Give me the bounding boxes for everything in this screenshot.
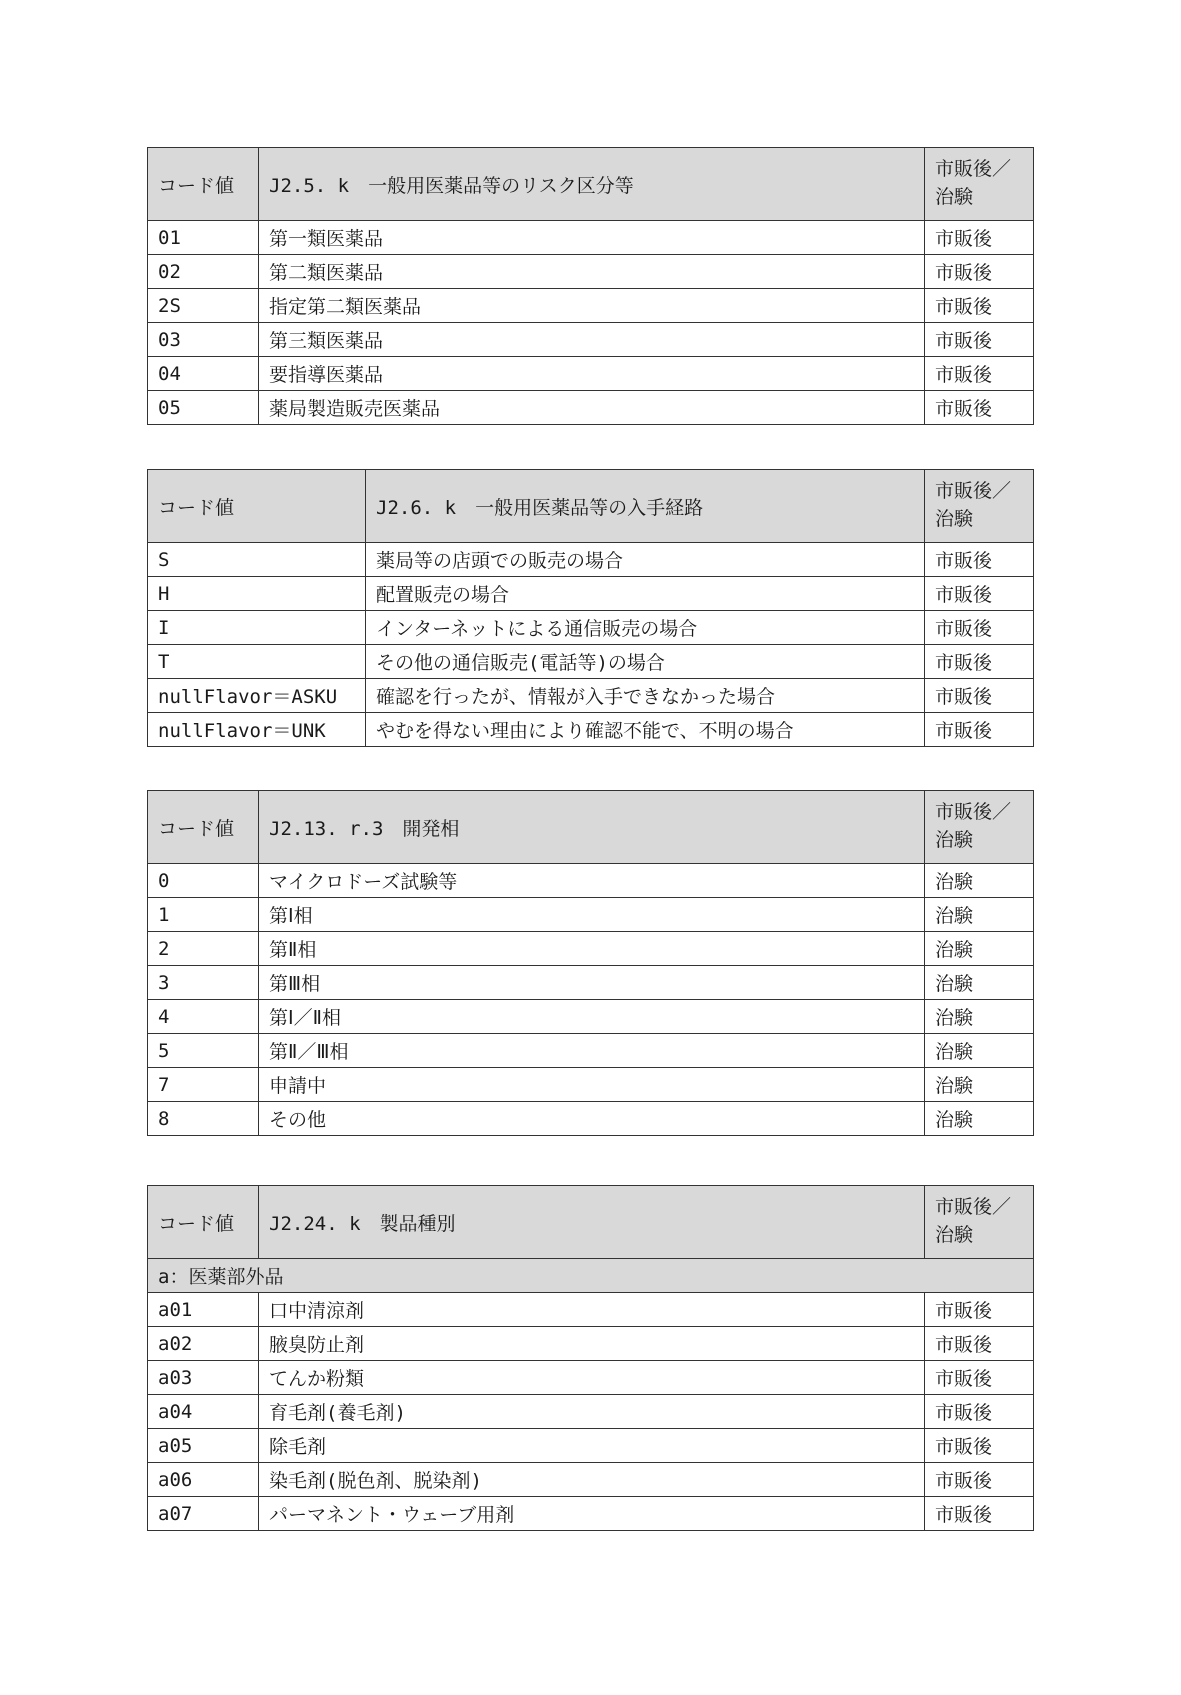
table-row [148, 611, 1034, 645]
label-cell: マイクロドーズ試験等 [259, 864, 925, 898]
table-body [148, 791, 1034, 1136]
acquisition-route-table [147, 469, 1034, 747]
code-cell: 2 [148, 932, 259, 966]
table-body [148, 470, 1034, 747]
table-row [148, 1000, 1034, 1034]
code-cell: a04 [148, 1395, 259, 1429]
code-cell: 04 [148, 357, 259, 391]
table-header-row [148, 1186, 1034, 1259]
type-cell: 治験 [925, 1034, 1034, 1068]
type-cell: 市販後 [925, 1293, 1034, 1327]
label-cell: 腋臭防止剤 [259, 1327, 925, 1361]
table-row [148, 1068, 1034, 1102]
label-cell: その他 [259, 1102, 925, 1136]
type-cell: 市販後 [925, 1361, 1034, 1395]
code-cell: a07 [148, 1497, 259, 1531]
table-row [148, 221, 1034, 255]
type-cell: 治験 [925, 932, 1034, 966]
label-cell: その他の通信販売(電話等)の場合 [366, 645, 925, 679]
table-row [148, 1327, 1034, 1361]
label-cell: 第Ⅰ／Ⅱ相 [259, 1000, 925, 1034]
code-cell: 01 [148, 221, 259, 255]
table-header-row [148, 470, 1034, 543]
label-cell: 第Ⅱ相 [259, 932, 925, 966]
table-row [148, 1429, 1034, 1463]
type-cell: 市販後 [925, 577, 1034, 611]
table-header-row [148, 791, 1034, 864]
table-row [148, 713, 1034, 747]
risk-category-table [147, 147, 1034, 425]
label-cell: 第二類医薬品 [259, 255, 925, 289]
table-row [148, 1102, 1034, 1136]
table-row [148, 679, 1034, 713]
table-header-row [148, 148, 1034, 221]
code-column-header: コード値 [148, 1186, 259, 1259]
code-cell: H [148, 577, 366, 611]
label-cell: 申請中 [259, 1068, 925, 1102]
group-label: a：医薬部外品 [148, 1259, 1034, 1293]
code-cell: a06 [148, 1463, 259, 1497]
label-cell: 指定第二類医薬品 [259, 289, 925, 323]
type-cell: 市販後 [925, 679, 1034, 713]
type-cell: 市販後 [925, 221, 1034, 255]
label-cell: 薬局製造販売医薬品 [259, 391, 925, 425]
code-column-header: コード値 [148, 148, 259, 221]
table-row [148, 1497, 1034, 1531]
code-cell: a03 [148, 1361, 259, 1395]
label-cell: 第Ⅱ／Ⅲ相 [259, 1034, 925, 1068]
type-cell: 治験 [925, 864, 1034, 898]
type-cell: 市販後 [925, 1327, 1034, 1361]
label-cell: 要指導医薬品 [259, 357, 925, 391]
label-cell: 第Ⅲ相 [259, 966, 925, 1000]
type-cell: 治験 [925, 966, 1034, 1000]
code-cell: a01 [148, 1293, 259, 1327]
code-cell: 2S [148, 289, 259, 323]
item-column-header: J2.6. k 一般用医薬品等の入手経路 [366, 470, 925, 543]
type-cell: 市販後 [925, 543, 1034, 577]
type-column-header: 市販後／治験 [925, 148, 1034, 221]
type-cell: 治験 [925, 898, 1034, 932]
type-column-header: 市販後／治験 [925, 791, 1034, 864]
code-cell: a02 [148, 1327, 259, 1361]
table-row [148, 255, 1034, 289]
table-row [148, 864, 1034, 898]
code-cell: 0 [148, 864, 259, 898]
table-body [148, 148, 1034, 425]
table-row [148, 323, 1034, 357]
code-column-header: コード値 [148, 791, 259, 864]
type-cell: 市販後 [925, 713, 1034, 747]
code-cell: a05 [148, 1429, 259, 1463]
label-cell: パーマネント・ウェーブ用剤 [259, 1497, 925, 1531]
label-cell: 配置販売の場合 [366, 577, 925, 611]
product-type-table [147, 1185, 1034, 1531]
type-cell: 市販後 [925, 1497, 1034, 1531]
type-cell: 市販後 [925, 255, 1034, 289]
table-row [148, 898, 1034, 932]
type-cell: 市販後 [925, 1429, 1034, 1463]
group-header-row [148, 1259, 1034, 1293]
item-column-header: J2.5. k 一般用医薬品等のリスク区分等 [259, 148, 925, 221]
label-cell: インターネットによる通信販売の場合 [366, 611, 925, 645]
table-row [148, 543, 1034, 577]
item-column-header: J2.24. k 製品種別 [259, 1186, 925, 1259]
type-column-header: 市販後／治験 [925, 1186, 1034, 1259]
table-row [148, 645, 1034, 679]
label-cell: 第三類医薬品 [259, 323, 925, 357]
type-cell: 市販後 [925, 323, 1034, 357]
type-cell: 市販後 [925, 357, 1034, 391]
label-cell: 薬局等の店頭での販売の場合 [366, 543, 925, 577]
label-cell: てんか粉類 [259, 1361, 925, 1395]
type-cell: 市販後 [925, 645, 1034, 679]
table-body [148, 1186, 1034, 1531]
label-cell: やむを得ない理由により確認不能で、不明の場合 [366, 713, 925, 747]
code-cell: I [148, 611, 366, 645]
table-row [148, 289, 1034, 323]
code-cell: 8 [148, 1102, 259, 1136]
label-cell: 口中清涼剤 [259, 1293, 925, 1327]
table-row [148, 577, 1034, 611]
type-cell: 市販後 [925, 1395, 1034, 1429]
code-cell: 05 [148, 391, 259, 425]
label-cell: 第Ⅰ相 [259, 898, 925, 932]
development-phase-table [147, 790, 1034, 1136]
code-cell: nullFlavor＝UNK [148, 713, 366, 747]
label-cell: 染毛剤(脱色剤、脱染剤) [259, 1463, 925, 1497]
code-cell: 5 [148, 1034, 259, 1068]
table-row [148, 1395, 1034, 1429]
code-cell: 03 [148, 323, 259, 357]
code-cell: 1 [148, 898, 259, 932]
table-row [148, 1293, 1034, 1327]
code-cell: 3 [148, 966, 259, 1000]
label-cell: 第一類医薬品 [259, 221, 925, 255]
code-cell: nullFlavor＝ASKU [148, 679, 366, 713]
type-cell: 市販後 [925, 611, 1034, 645]
item-column-header: J2.13. r.3 開発相 [259, 791, 925, 864]
code-cell: 4 [148, 1000, 259, 1034]
table-row [148, 1463, 1034, 1497]
code-cell: T [148, 645, 366, 679]
type-column-header: 市販後／治験 [925, 470, 1034, 543]
label-cell: 除毛剤 [259, 1429, 925, 1463]
type-cell: 市販後 [925, 391, 1034, 425]
table-row [148, 1361, 1034, 1395]
table-row [148, 966, 1034, 1000]
code-column-header: コード値 [148, 470, 366, 543]
code-cell: 02 [148, 255, 259, 289]
label-cell: 確認を行ったが、情報が入手できなかった場合 [366, 679, 925, 713]
code-cell: S [148, 543, 366, 577]
type-cell: 治験 [925, 1068, 1034, 1102]
table-row [148, 1034, 1034, 1068]
type-cell: 治験 [925, 1102, 1034, 1136]
table-row [148, 391, 1034, 425]
label-cell: 育毛剤(養毛剤) [259, 1395, 925, 1429]
table-row [148, 357, 1034, 391]
code-cell: 7 [148, 1068, 259, 1102]
type-cell: 市販後 [925, 289, 1034, 323]
type-cell: 市販後 [925, 1463, 1034, 1497]
table-row [148, 932, 1034, 966]
type-cell: 治験 [925, 1000, 1034, 1034]
